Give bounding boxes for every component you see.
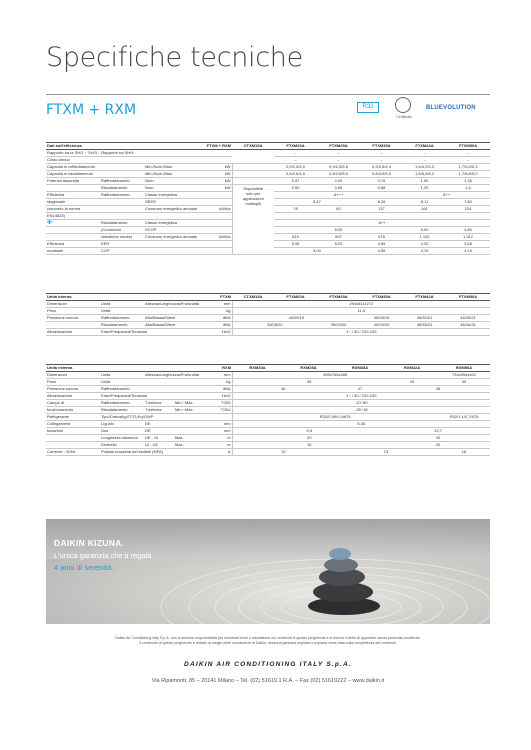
table-row: funzionamento Riscaldamento T.esterna Min.~Max. °CBU -25~18 <box>46 407 490 414</box>
certification-icon <box>395 97 411 113</box>
table-row: Rapporto tra la SH/1 ~ SH/3 – Rapporto tra SH/4 – – – – – <box>46 150 490 157</box>
table-row: Alimentazione Fase/Frequenza/Tensione Hz/V 1~ / 50 / 220-240 <box>46 393 490 400</box>
table-header: Dati sull'efficienza FTXM + RXM CTXM15A FTXM20A FTXM25A FTXM35A FTXM42A FTXM50A <box>46 143 490 150</box>
table-row: Dimensioni Unità AltezzaxLarghezzaxProfondità mm 294x811x272 <box>46 301 490 308</box>
table-row: Pressione sonora Raffreddamento dBA 46 47 48 <box>46 386 490 393</box>
table-row: climatiche medie) Consumo energetico annuale kWh/a 619 697 978 1.130 1.312 <box>46 234 490 241</box>
table-row: nominale COP 5,00 4,55 4,19 4,15 <box>46 248 490 255</box>
table-row: Corrente - 50Hz Portata massima del fusibile (MFA) A 10 13 16 <box>46 449 490 456</box>
table-row: Potenza assorbita Raffreddamento Nom. kW 0,37 0,49 0,76 1,00 1,36 <box>46 178 490 185</box>
table-row: EN14825) <box>46 213 490 220</box>
table-row: Efficienza Raffreddamento Classe energetica A+++ A++ <box>46 192 490 199</box>
disclaimer-line-2: Il contenuto di questo pieghevole è redatto al meglio delle conoscenze di Daikin; nessuna garanzia esplicita o implicita viene data sulla completezza dei contenuti. <box>139 641 397 645</box>
bluevolution-logo: BLUEVOLUTION <box>426 105 476 111</box>
table-row: Collegamenti Liquido DE mm 6,35 <box>46 421 490 428</box>
ctxm-availability-note: Disponibile solo per applicazioni multisplit <box>232 185 274 255</box>
company-name: DAIKIN AIR CONDITIONING ITALY S.p.A. <box>184 661 352 668</box>
table-row: Capacità in raffreddamento Min./Nom./Max. kW 0,9/2,0/5,0 0,9/2,5/5,6 0,9/3,5/4,4 1,6/4,2/5,3 1,7/5,0/5,3 <box>46 164 490 171</box>
efficiency-table <box>46 142 490 255</box>
table-row: Lunghezza tubazioni UE - UI Max. m 20 30 <box>46 435 490 442</box>
table-row: Peso Unità kg 36 43 49 <box>46 379 490 386</box>
table-row: Pressione sonora Raffreddamento Alta/Bassa/Silent dBA 45/25/19 45/28/19 46/30/21 46/33/21 <box>46 315 490 322</box>
table-header: Unità interna FTXM CTXM15A FTXM20A FTXM25A FTXM35A FTXM42A FTXM50A <box>46 294 490 301</box>
refrigerant-badge: R32 <box>357 102 379 113</box>
banner-title: DAIKIN KIZUNA. <box>54 538 125 548</box>
title-divider <box>46 94 490 95</box>
table-row: Riscaldamento Nom. kW Disponibile solo per applicazioni multisplit 0,50 0,56 0,88 1,29 1,4 <box>46 185 490 192</box>
table-row: Costo annuo – – – – – <box>46 157 490 164</box>
table-row: (Condizioni SCOP 5,20 5,00 4,80 <box>46 227 490 234</box>
table-row: Dimensioni Unità AltezzaxLarghezzaxProfondità mm 550x765x285 734x954x401 <box>46 372 490 379</box>
table-row: tubazioni Gas DE mm 9,5 12,7 <box>46 428 490 435</box>
indoor-unit-table <box>46 293 490 336</box>
page-title: Specifiche tecniche <box>46 42 303 73</box>
table-row: Dislivello UI - UE Max. m 15 20 <box>46 442 490 449</box>
table-row: Efficienza EER 5,35 5,20 4,65 4,20 3,68 <box>46 241 490 248</box>
outdoor-unit-table <box>46 364 490 456</box>
table-row: Riscaldamento Alta/Bassa/Silent dBA 39/28/20 39/29/20 40/29/20 46/35/21 46/34/31 <box>46 322 490 329</box>
model-subtitle: FTXM + RXM <box>46 102 137 118</box>
table-row: Campo di Raffreddamento T.esterna Min.~Max. °CBS -10~50 <box>46 400 490 407</box>
certification-caption: Certificato <box>396 115 412 119</box>
banner-line-2: 4 anni di serenità. <box>54 563 114 572</box>
table-row: ✤ Riscaldamento Classe energetica A++ <box>46 220 490 227</box>
company-address: Via Ripamonti, 85 – 20141 Milano – Tel. (02) 51619.1 R.A. – Fax (02) 51619222 – www.daikin.it <box>151 678 385 684</box>
table-header: Unità esterna RXM RXM20A RXM25A RXM35A RXM42A RXM50A <box>46 365 490 372</box>
snowflake-sun-icon: ✤ <box>47 220 53 226</box>
table-row: Alimentazione Fase/Frequenza/Tensione Hz/V 1~ / 50 / 220-240 <box>46 329 490 336</box>
table-row: stagionale SEER 8,47 8,26 8,11 7,80 <box>46 199 490 206</box>
table-row: Peso Unità kg 11,5 <box>46 308 490 315</box>
disclaimer-line-1: Daikin Air Conditioning Italy S.p.A. non si assume responsabilità per eventuali errori o inesattezze nei contenuti di questo pieghevole e si riserva il diritto di apportare senza preavviso modifiche. <box>115 636 421 640</box>
banner-line-1: L'unica garanzia che ti regala <box>54 551 152 560</box>
table-row: Capacità in riscaldamento Min./Nom./Max. kW 0,8/2,5/4,5 0,8/2,8/5,0 0,8/4,0/5,5 1,5/5,4/6,2 1,7/5,8/5,0 <box>46 171 490 178</box>
table-row: Refrigerante Tipo/Carica/kg/TCO₂Eq/GWP R32/0,55/0,4/675 R32/1,1/0,7/675 <box>46 414 490 421</box>
table-row: (secondo la norma Consumo energetico annuale kWh/a 78 82 137 161 224 <box>46 206 490 213</box>
